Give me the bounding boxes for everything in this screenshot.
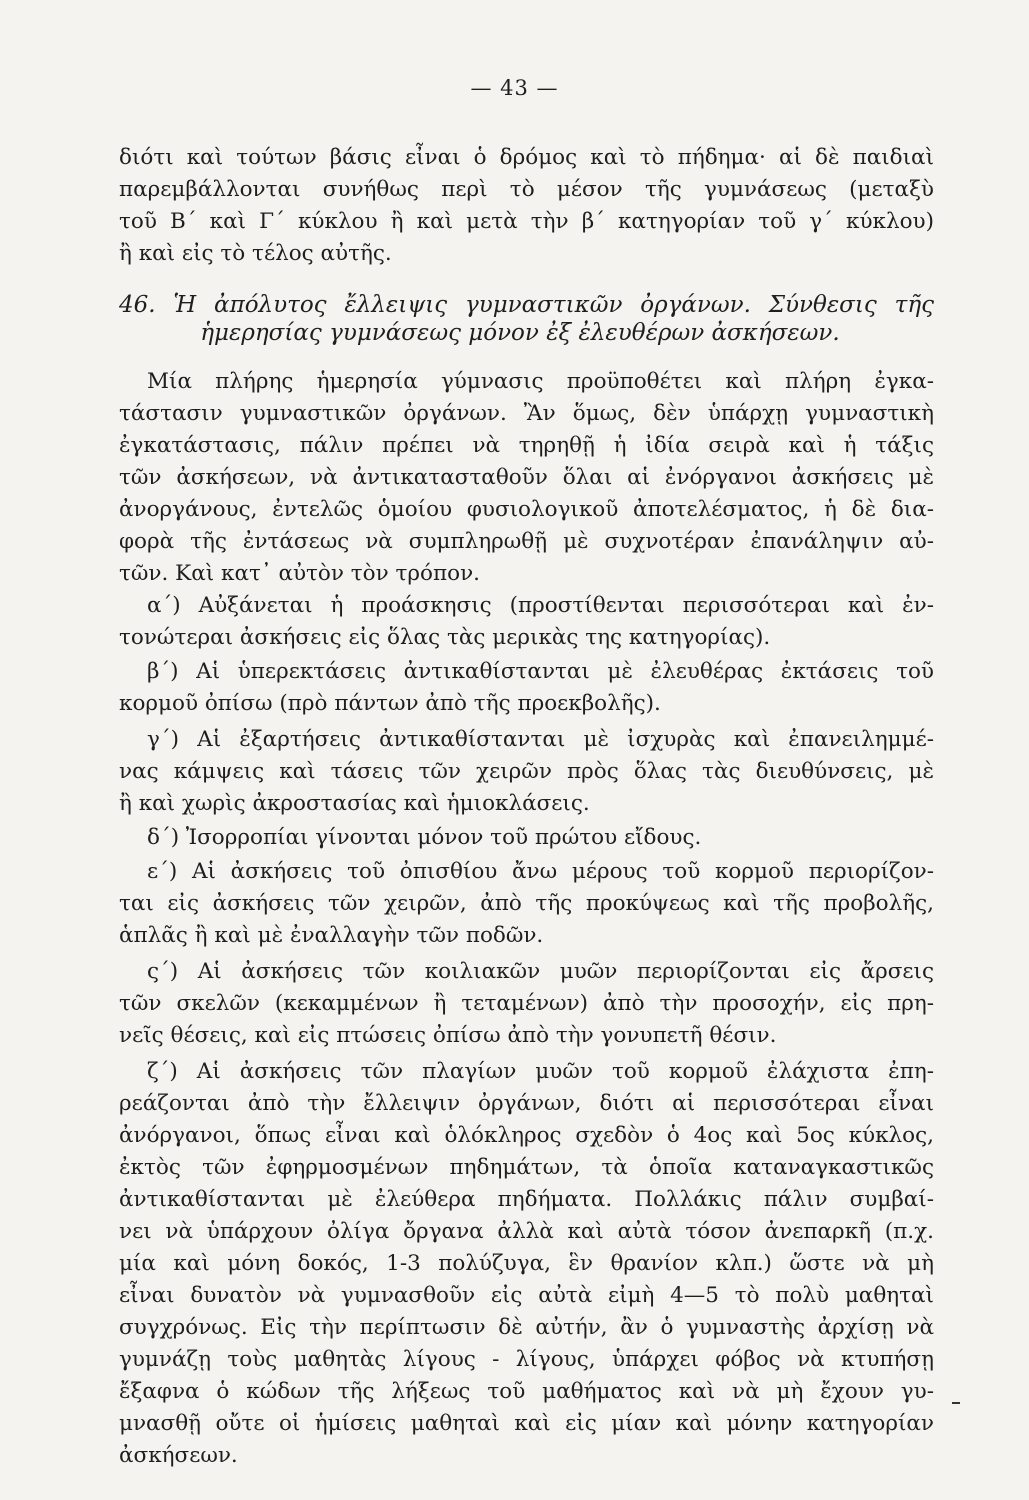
text-line: τῶν. Καὶ κατ᾽ αὐτὸν τὸν τρόπον.	[119, 561, 480, 586]
text-line: μνασθῇ οὔτε οἱ ἡμίσεις μαθηταὶ καὶ εἰς μίαν καὶ μόνην κατηγορίαν	[119, 1411, 934, 1436]
text-line: ἐκτὸς τῶν ἐφηρμοσμένων πηδημάτων, τὰ ὁποῖα καταναγκαστικῶς	[119, 1155, 934, 1180]
text-line: τῶν ἀσκήσεων, νὰ ἀντικατασταθοῦν ὅλαι αἱ ἐνόργανοι ἀσκήσεις μὲ	[119, 465, 934, 490]
text-line: ἢ καὶ χωρὶς ἀκροστασίας καὶ ἡμιοκλάσεις.	[119, 791, 590, 816]
text-line: νας κάμψεις καὶ τάσεις τῶν χειρῶν πρὸς ὅλας τὰς διευθύνσεις, μὲ	[119, 759, 934, 784]
list-item-alpha: α΄) Αὐξάνεται ἡ προάσκησις (προστίθενται περισσότεραι καὶ ἐν-	[147, 593, 934, 618]
text-line: ρεάζονται ἀπὸ τὴν ἔλλειψιν ὀργάνων, διότι αἱ περισσότεραι εἶναι	[119, 1091, 934, 1116]
text-line: γυμνάζῃ τοὺς μαθητὰς λίγους - λίγους, ὑπάρχει φόβος νὰ κτυπήσῃ	[119, 1347, 934, 1372]
section-heading-line-1: 46. Ἡ ἀπόλυτος ἔλλειψις γυμναστικῶν ὀργάνων. Σύνθεσις τῆς	[119, 292, 934, 318]
text-line: διότι καὶ τούτων βάσις εἶναι ὁ δρόμος καὶ τὸ πήδημα· αἱ δὲ παιδιαὶ	[119, 145, 934, 170]
text-line: τῶν σκελῶν (κεκαμμένων ἢ τεταμένων) ἀπὸ τὴν προσοχήν, εἰς πρη-	[119, 991, 934, 1016]
text-line: μία καὶ μόνη δοκός, 1-3 πολύζυγα, ἓν θρανίον κλπ.) ὥστε νὰ μὴ	[119, 1251, 934, 1276]
list-item-gamma: γ΄) Αἱ ἐξαρτήσεις ἀντικαθίστανται μὲ ἰσχυρὰς καὶ ἐπανειλημμέ-	[147, 727, 934, 752]
text-line: εἶναι δυνατὸν νὰ γυμνασθοῦν εἰς αὐτὰ εἰμὴ 4—5 τὸ πολὺ μαθηταὶ	[119, 1283, 934, 1308]
text-line: συγχρόνως. Εἰς τὴν περίπτωσιν δὲ αὐτήν, ἂν ὁ γυμναστὴς ἀρχίσῃ νὰ	[119, 1315, 934, 1340]
text-line: ἀσκήσεων.	[119, 1443, 238, 1468]
text-line: παρεμβάλλονται συνήθως περὶ τὸ μέσον τῆς γυμνάσεως (μεταξὺ	[119, 177, 934, 202]
text-line: τάστασιν γυμναστικῶν ὀργάνων. Ἂν ὅμως, δὲν ὑπάρχῃ γυμναστικὴ	[119, 401, 934, 426]
text-line: τοῦ Β΄ καὶ Γ΄ κύκλου ἢ καὶ μετὰ τὴν β΄ κατηγορίαν τοῦ γ΄ κύκλου)	[119, 209, 934, 234]
text-line: ἀντικαθίστανται μὲ ἐλεύθερα πηδήματα. Πολλάκις πάλιν συμβαί-	[119, 1187, 934, 1212]
text-line: ἀνοργάνους, ἐντελῶς ὁμοίου φυσιολογικοῦ ἀποτελέσματος, ἡ δὲ δια-	[119, 497, 934, 522]
margin-mark	[952, 1402, 960, 1404]
text-line: ἐγκατάστασις, πάλιν πρέπει νὰ τηρηθῇ ἡ ἰδία σειρὰ καὶ ἡ τάξις	[119, 433, 934, 458]
list-item-epsilon: ε΄) Αἱ ἀσκήσεις τοῦ ὀπισθίου ἄνω μέρους τοῦ κορμοῦ περιορίζον-	[147, 859, 934, 884]
text-line: ἢ καὶ εἰς τὸ τέλος αὐτῆς.	[119, 241, 392, 266]
list-item-stigma: ς΄) Αἱ ἀσκήσεις τῶν κοιλιακῶν μυῶν περιορίζονται εἰς ἄρσεις	[147, 959, 934, 984]
text-line: ἁπλᾶς ἢ καὶ μὲ ἐναλλαγὴν τῶν ποδῶν.	[119, 923, 544, 948]
text-line: κορμοῦ ὀπίσω (πρὸ πάντων ἀπὸ τῆς προεκβολῆς).	[119, 691, 661, 716]
text-line: Μία πλήρης ἡμερησία γύμνασις προϋποθέτει καὶ πλήρη ἐγκα-	[147, 369, 934, 394]
text-line: νεῖς θέσεις, καὶ εἰς πτώσεις ὀπίσω ἀπὸ τὴν γονυπετῆ θέσιν.	[119, 1023, 777, 1048]
list-item-delta: δ΄) Ἰσορροπίαι γίνονται μόνον τοῦ πρώτου εἴδους.	[147, 825, 702, 850]
page-number: — 43 —	[470, 76, 559, 100]
text-line: νει νὰ ὑπάρχουν ὀλίγα ὄργανα ἀλλὰ καὶ αὐτὰ τόσον ἀνεπαρκῆ (π.χ.	[119, 1219, 934, 1244]
text-line: ται εἰς ἀσκήσεις τῶν χειρῶν, ἀπὸ τῆς προκύψεως καὶ τῆς προβολῆς,	[119, 891, 934, 916]
text-line: φορὰ τῆς ἐντάσεως νὰ συμπληρωθῇ μὲ συχνοτέραν ἐπανάληψιν αὐ-	[119, 529, 934, 554]
list-item-beta: β΄) Αἱ ὑπερεκτάσεις ἀντικαθίστανται μὲ ἐλευθέρας ἐκτάσεις τοῦ	[147, 659, 934, 684]
text-line: ἔξαφνα ὁ κώδων τῆς λήξεως τοῦ μαθήματος καὶ νὰ μὴ ἔχουν γυ-	[119, 1379, 934, 1404]
text-line: τονώτεραι ἀσκήσεις εἰς ὅλας τὰς μερικὰς της κατηγορίας).	[119, 625, 771, 650]
section-heading-line-2: ἡμερησίας γυμνάσεως μόνον ἐξ ἐλευθέρων ἀσκήσεων.	[200, 320, 840, 346]
list-item-zeta: ζ΄) Αἱ ἀσκήσεις τῶν πλαγίων μυῶν τοῦ κορμοῦ ἐλάχιστα ἐπη-	[147, 1059, 934, 1084]
text-line: ἀνόργανοι, ὅπως εἶναι καὶ ὁλόκληρος σχεδὸν ὁ 4ος καὶ 5ος κύκλος,	[119, 1123, 934, 1148]
